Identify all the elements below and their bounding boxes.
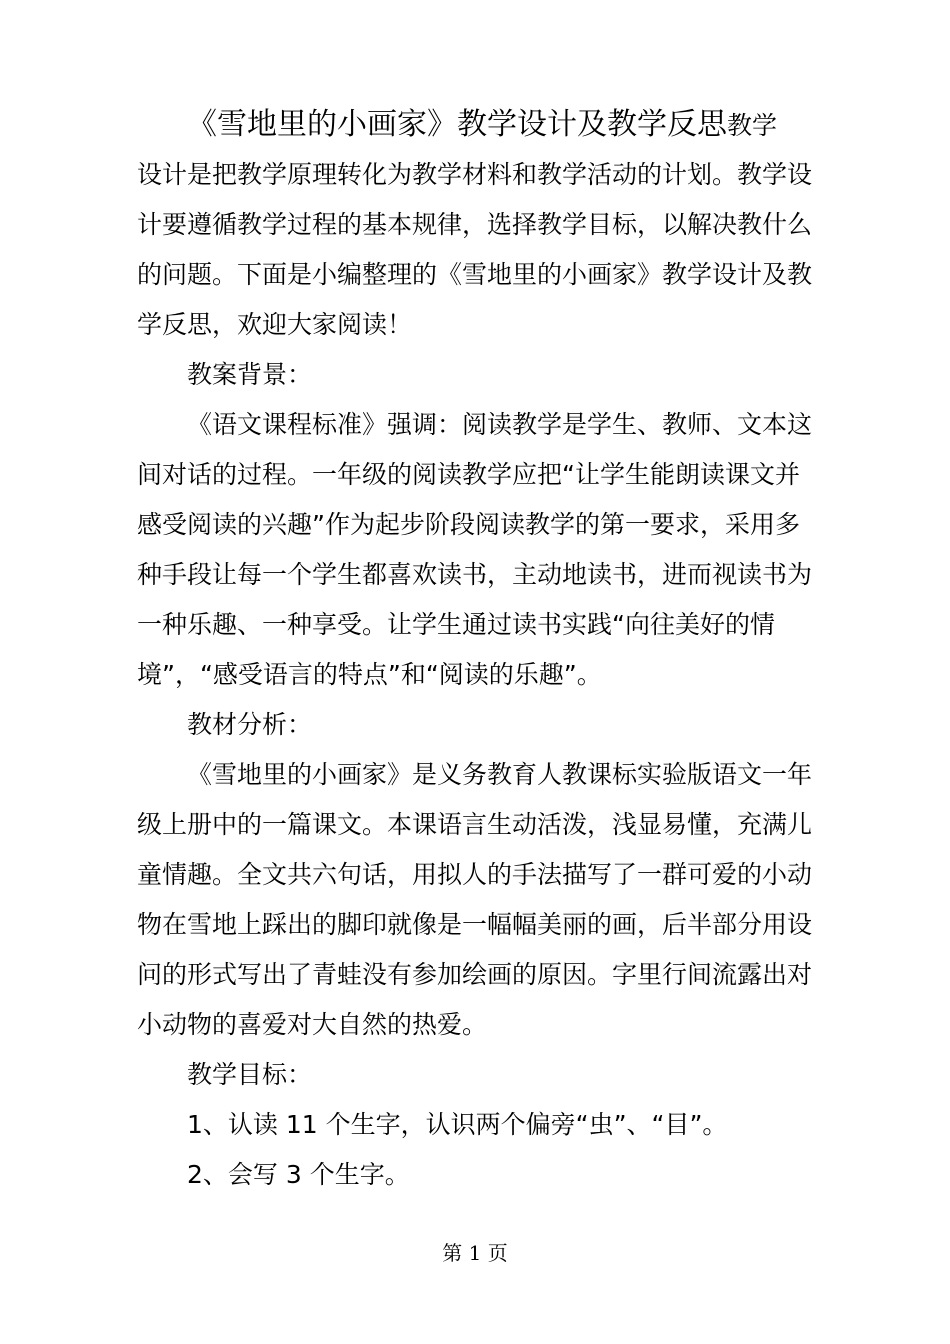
intro-line: 设计是把教学原理转化为教学材料和教学活动的计划。教学设 (137, 160, 813, 189)
analysis-line: 级上册中的一篇课文。本课语言生动活泼，浅显易懂，充满儿 (137, 810, 813, 839)
document-title-line (137, 100, 805, 150)
background-line: 境”，“感受语言的特点”和“阅读的乐趣”。 (137, 660, 602, 689)
analysis-line: 物在雪地上踩出的脚印就像是一幅幅美丽的画，后半部分用设 (137, 910, 813, 939)
section-heading-background: 教案背景： (187, 360, 313, 389)
document-title-tail: 教学 (727, 111, 778, 140)
intro-line: 计要遵循教学过程的基本规律，选择教学目标，以解决教什么 (137, 210, 813, 239)
analysis-line: 《雪地里的小画家》是义务教育人教课标实验版语文一年 (187, 760, 813, 789)
background-line: 一种乐趣、一种享受。让学生通过读书实践“向往美好的情 (137, 610, 775, 639)
intro-line: 学反思，欢迎大家阅读！ (137, 310, 413, 339)
background-line: 间对话的过程。一年级的阅读教学应把“让学生能朗读课文并 (137, 460, 800, 489)
goal-item: 1、认读 11 个生字，认识两个偏旁“虫”、“目”。 (187, 1110, 728, 1139)
document-title: 《雪地里的小画家》教学设计及教学反思 (187, 107, 727, 142)
analysis-line: 问的形式写出了青蛙没有参加绘画的原因。字里行间流露出对 (137, 960, 813, 989)
intro-line: 的问题。下面是小编整理的《雪地里的小画家》教学设计及教 (137, 260, 813, 289)
section-heading-analysis: 教材分析： (187, 710, 313, 739)
section-heading-goals: 教学目标： (187, 1060, 313, 1089)
goal-item: 2、会写 3 个生字。 (187, 1160, 410, 1189)
page-number: 第 1 页 (442, 1241, 508, 1265)
document-body (137, 100, 813, 1200)
background-line: 种手段让每一个学生都喜欢读书，主动地读书，进而视读书为 (137, 560, 813, 589)
background-line: 《语文课程标准》强调：阅读教学是学生、教师、文本这 (187, 410, 813, 439)
analysis-line: 童情趣。全文共六句话，用拟人的手法描写了一群可爱的小动 (137, 860, 813, 889)
background-line: 感受阅读的兴趣”作为起步阶段阅读教学的第一要求，采用多 (137, 510, 800, 539)
analysis-line: 小动物的喜爱对大自然的热爱。 (137, 1010, 488, 1039)
